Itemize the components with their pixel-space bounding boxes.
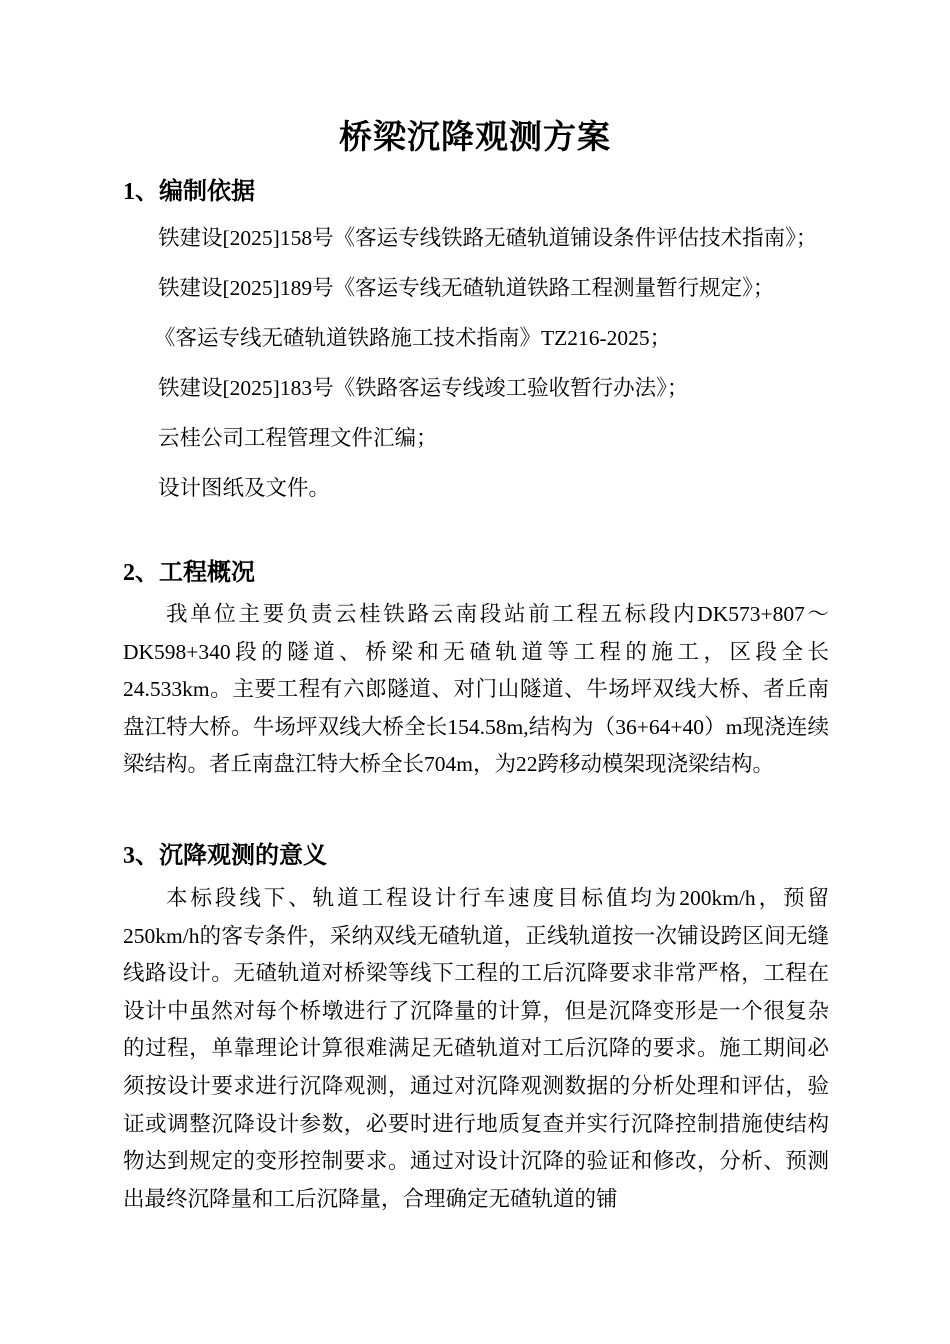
section-heading-significance: 3、沉降观测的意义 [123,843,327,869]
document-title: 桥梁沉降观测方案 [339,120,611,156]
reference-item: 云桂公司工程管理文件汇编； [158,426,438,450]
reference-item: 设计图纸及文件。 [158,476,331,500]
significance-paragraph: 本标段线下、轨道工程设计行车速度目标值均为200km/h，预留250km/h的客专条件，采纳双线无碴轨道，正线轨道按一次铺设跨区间无缝线路设计。无碴轨道对桥梁等线下工程的工后沉降要求非常严格，工程在设计中虽然对每个桥墩进行了沉降量的计算，但是沉降变形是一个很复杂的过程，单靠理论计算很难满足无碴轨道对工后沉降的要求。施工期间必须按设计要求进行沉降观测，通过对沉降观测数据的分析处理和评估，验证或调整沉降设计参数，必要时进行地质复查并实行沉降控制措施使结构物达到规定的变形控制要求。通过对设计沉降的验证和修改，分析、预测出最终沉降量和工后沉降量，合理确定无碴轨道的铺 [123,886,829,1211]
section-heading-basis: 1、编制依据 [123,179,255,205]
section-heading-overview: 2、工程概况 [123,560,255,586]
reference-list [154,220,830,520]
reference-item: 铁建设[2025]189号《客运专线无碴轨道铁路工程测量暂行规定》； [158,276,775,300]
reference-item: 铁建设[2025]158号《客运专线铁路无碴轨道铺设条件评估技术指南》； [158,226,818,250]
overview-paragraph: 我单位主要负责云桂铁路云南段站前工程五标段内DK573+807～DK598+340段的隧道、桥梁和无碴轨道等工程的施工，区段全长24.533km。主要工程有六郎隧道、对门山隧道、牛场坪双线大桥、者丘南盘江特大桥。牛场坪双线大桥全长154.58m,结构为（36+64+40）m现浇连续梁结构。者丘南盘江特大桥全长704m，为22跨移动模架现浇梁结构。 [123,602,829,777]
reference-item: 《客运专线无碴轨道铁路施工技术指南》TZ216-2025； [154,326,672,350]
reference-item: 铁建设[2025]183号《铁路客运专线竣工验收暂行办法》； [158,376,689,400]
